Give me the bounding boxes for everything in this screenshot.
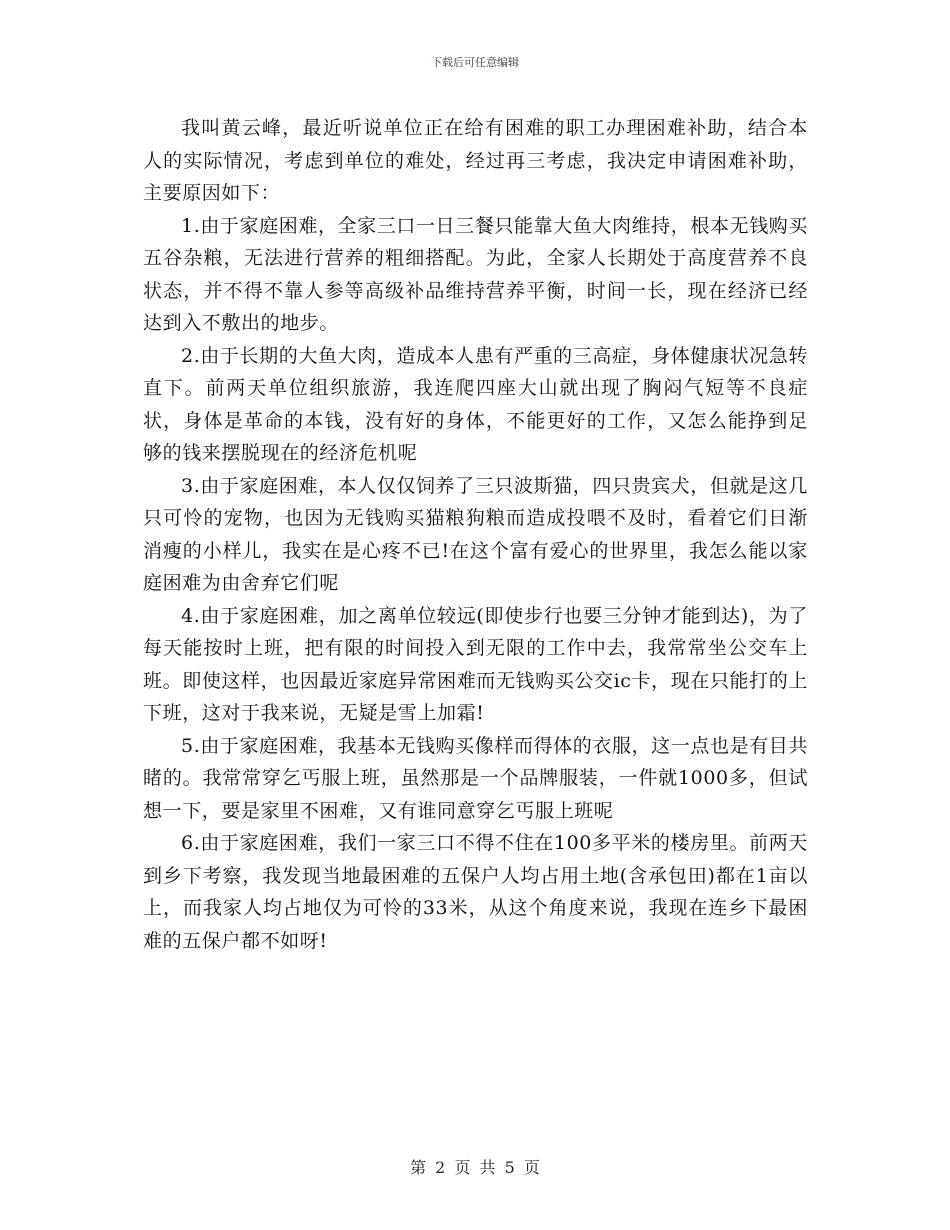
- paragraph-reason-4: 4.由于家庭困难，加之离单位较远(即使步行也要三分钟才能到达)，为了每天能按时上班，把有限的时间投入到无限的工作中去，我常常坐公交车上班。即使这样，也因最近家庭异常困难而无钱购买公交ic卡，现在只能打的上下班，这对于我来说，无疑是雪上加霜!: [143, 604, 808, 724]
- page-number: 第 2 页 共 5 页: [410, 1158, 540, 1177]
- paragraph-reason-3: 3.由于家庭困难，本人仅仅饲养了三只波斯猫，四只贵宾犬，但就是这几只可怜的宠物，也因为无钱购买猫粮狗粮而造成投喂不及时，看着它们日渐消瘦的小样儿，我实在是心疼不已!在这个富有爱心的世界里，我怎么能以家庭困难为由舍弃它们呢: [143, 474, 808, 594]
- paragraph-reason-2: 2.由于长期的大鱼大肉，造成本人患有严重的三高症，身体健康状况急转直下。前两天单位组织旅游，我连爬四座大山就出现了胸闷气短等不良症状，身体是革命的本钱，没有好的身体，不能更好的工作，又怎么能挣到足够的钱来摆脱现在的经济危机呢: [143, 344, 808, 464]
- paragraph-intro: 我叫黄云峰，最近听说单位正在给有困难的职工办理困难补助，结合本人的实际情况，考虑到单位的难处，经过再三考虑，我决定申请困难补助，主要原因如下：: [143, 117, 808, 204]
- paragraph-reason-5: 5.由于家庭困难，我基本无钱购买像样而得体的衣服，这一点也是有目共睹的。我常常穿乞丐服上班，虽然那是一个品牌服装，一件就1000多，但试想一下，要是家里不困难，又有谁同意穿乞丐服上班呢: [143, 734, 808, 822]
- paragraph-reason-6: 6.由于家庭困难，我们一家三口不得不住在100多平米的楼房里。前两天到乡下考察，我发现当地最困难的五保户人均占用土地(含承包田)都在1亩以上，而我家人均占地仅为可怜的33米，从这个角度来说，我现在连乡下最困难的五保户都不如呀!: [143, 832, 808, 952]
- paragraph-reason-1: 1.由于家庭困难，全家三口一日三餐只能靠大鱼大肉维持，根本无钱购买五谷杂粮，无法进行营养的粗细搭配。为此，全家人长期处于高度营养不良状态，并不得不靠人参等高级补品维持营养平衡，时间一长，现在经济已经达到入不敷出的地步。: [143, 214, 808, 334]
- document-body: [143, 112, 808, 957]
- page-header-note: 下载后可任意编辑: [431, 56, 519, 69]
